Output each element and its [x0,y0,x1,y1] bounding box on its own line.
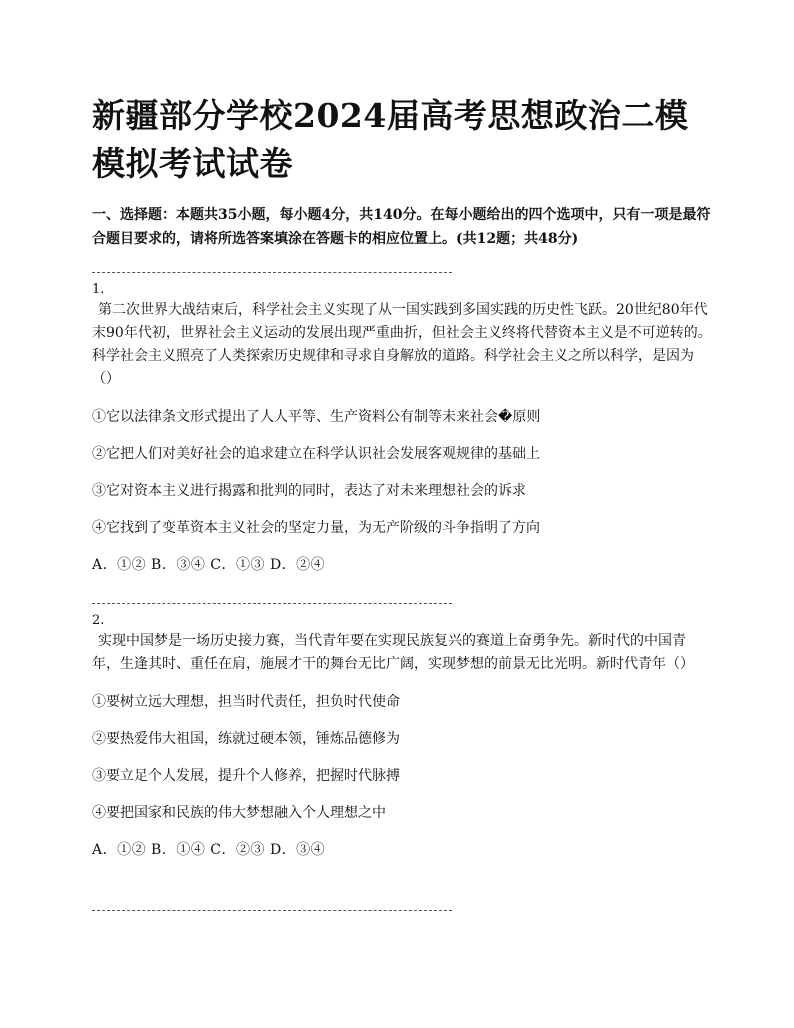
question-divider [92,910,452,911]
question-option: ③要立足个人发展，提升个人修养，把握时代脉搏 [92,768,400,784]
question-divider [92,272,452,273]
question-option: ②它把人们对美好社会的追求建立在科学认识社会发展客观规律的基础上 [92,446,540,462]
question-option: ①要树立远大理想，担当时代责任，担负时代使命 [92,694,400,710]
page-title: 新疆部分学校2024届高考思想政治二模模拟考试试卷 [92,96,689,183]
question-number: 1. [92,282,105,297]
answer-choices: A．①② B．①④ C．②③ D．③④ [92,842,326,858]
question-1 [92,272,712,575]
question-option: ④它找到了变革资本主义社会的坚定力量，为无产阶级的斗争指明了方向 [92,520,540,536]
question-option: ①它以法律条文形式提出了人人平等、生产资料公有制等未来社会�原则 [92,409,541,425]
question-divider [92,603,452,604]
question-option: ④要把国家和民族的伟大梦想融入个人理想之中 [92,805,386,821]
question-stem: 实现中国梦是一场历史接力赛，当代青年要在实现民族复兴的赛道上奋勇争先。新时代的中国青年，生逢其时、重任在肩，施展才干的舞台无比广阔，实现梦想的前景无比光明。新时代青年（） [92,633,694,672]
question-option: ②要热爱伟大祖国，练就过硬本领，锤炼品德修为 [92,731,400,747]
closing-divider-wrap [92,910,452,911]
answer-choices: A．①② B．③④ C．①③ D．②④ [92,557,326,573]
question-stem: 第二次世界大战结束后，科学社会主义实现了从一国实践到多国实践的历史性飞跃。20世纪80年代末90年代初，世界社会主义运动的发展出现严重曲折，但社会主义终将代替资本主义是不可逆转的。科学社会主义照亮了人类探索历史规律和寻求自身解放的道路。科学社会主义之所以科学，是因为（） [92,302,712,387]
question-2 [92,603,712,860]
section-instructions: 一、选择题：本题共35小题，每小题4分，共140分。在每小题给出的四个选项中，只有一项是最符合题目要求的，请将所选答案填涂在答题卡的相应位置上。(共12题；共48分) [92,207,711,247]
question-option: ③它对资本主义进行揭露和批判的同时，表达了对未来理想社会的诉求 [92,483,526,499]
question-number: 2. [92,613,105,628]
